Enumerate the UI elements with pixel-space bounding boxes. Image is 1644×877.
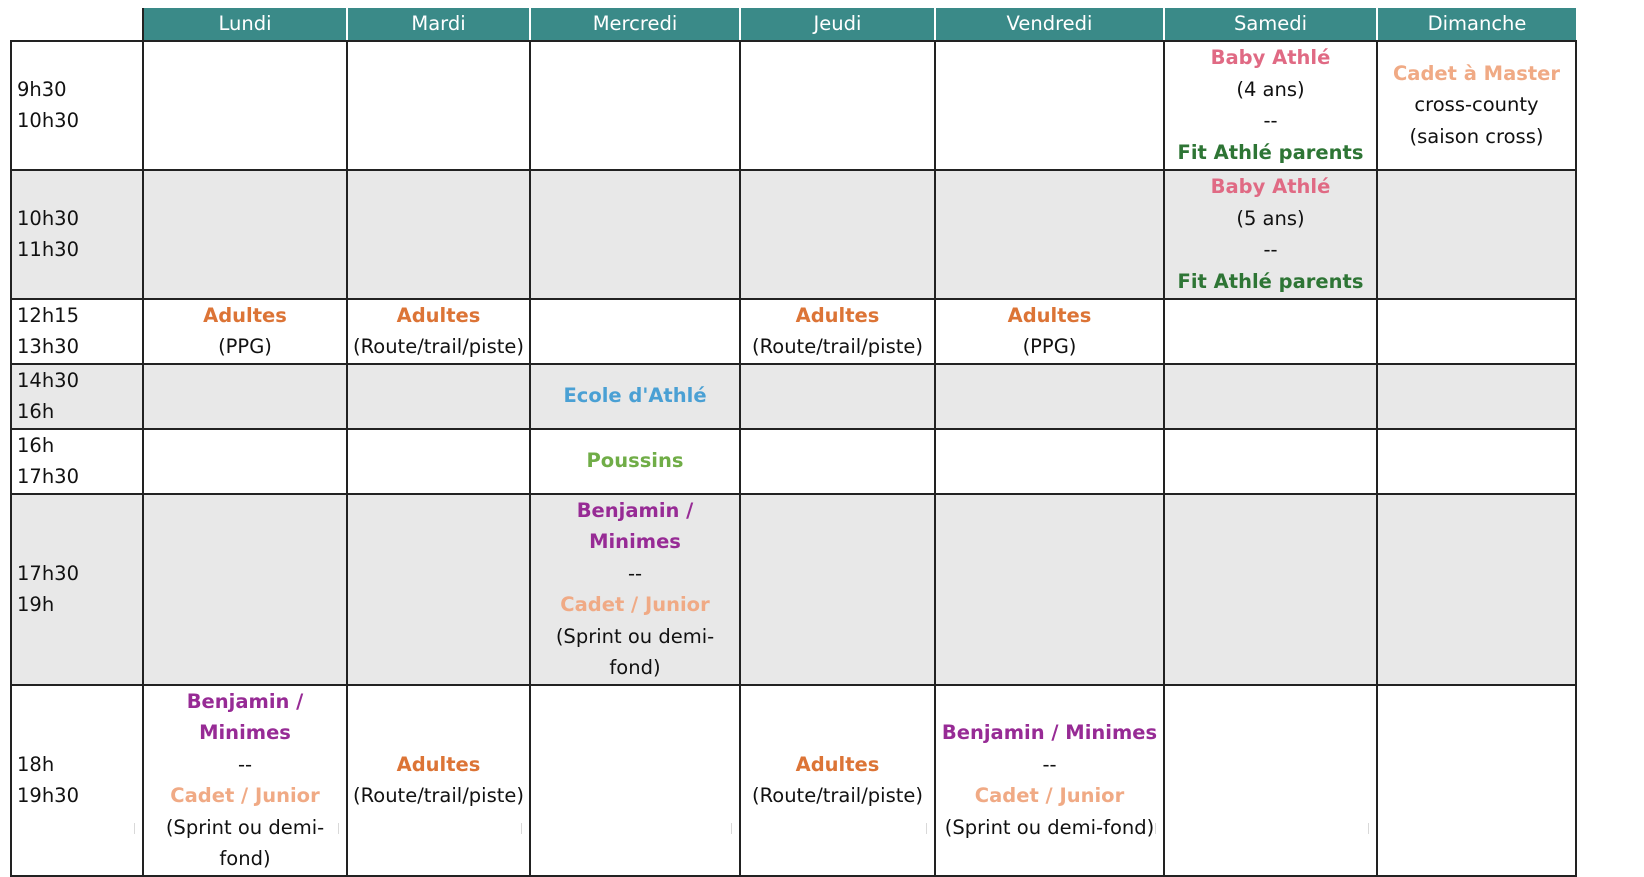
cell-mardi[interactable]	[347, 364, 530, 429]
group-name: Benjamin / Minimes	[941, 721, 1158, 744]
group-name: Cadet à Master	[1392, 61, 1561, 85]
cell-dimanche[interactable]	[1377, 494, 1576, 685]
session-detail: (Sprint ou demi-fond)	[555, 624, 715, 679]
cell-jeudi[interactable]	[740, 41, 935, 170]
group-name: Cadet / Junior	[560, 593, 710, 616]
group-name: Poussins	[586, 449, 684, 473]
cell-lundi[interactable]	[143, 299, 347, 364]
time-cell[interactable]	[11, 429, 143, 494]
day-header-vendredi[interactable]: Vendredi	[935, 8, 1164, 41]
session-detail: (Route/trail/piste)	[352, 335, 524, 358]
time-cell[interactable]	[11, 364, 143, 429]
start-time: 16h	[17, 433, 55, 457]
session-detail: (Sprint ou demi-fond)	[944, 815, 1155, 839]
cell-vendredi[interactable]	[935, 685, 1164, 876]
grid-line	[521, 823, 522, 834]
cell-mercredi[interactable]	[530, 41, 740, 170]
start-time: 17h30	[17, 561, 79, 585]
session-detail: (Sprint ou demi-fond)	[165, 815, 325, 870]
cell-mardi[interactable]	[347, 494, 530, 685]
cell-jeudi[interactable]	[740, 494, 935, 685]
session-detail: --	[1042, 752, 1057, 776]
session-detail: (PPG)	[1022, 335, 1077, 358]
session-detail: (Route/trail/piste)	[751, 335, 923, 358]
time-slot-row	[11, 299, 1576, 364]
cell-dimanche[interactable]	[1377, 685, 1576, 876]
cell-mercredi[interactable]	[530, 494, 740, 685]
time-slot-row	[11, 429, 1576, 494]
cell-samedi[interactable]	[1164, 494, 1377, 685]
group-name: Fit Athlé parents	[1177, 269, 1364, 293]
day-header-samedi[interactable]: Samedi	[1164, 8, 1377, 41]
cell-mardi[interactable]	[347, 685, 530, 876]
cell-dimanche[interactable]	[1377, 364, 1576, 429]
day-header-dimanche[interactable]: Dimanche	[1377, 8, 1576, 41]
session-detail: (PPG)	[218, 335, 272, 358]
end-time: 11h30	[17, 238, 79, 261]
cell-dimanche[interactable]	[1377, 170, 1576, 299]
cell-vendredi[interactable]	[935, 364, 1164, 429]
group-name: Adultes	[203, 303, 287, 327]
group-name: Fit Athlé parents	[1177, 140, 1364, 164]
group-name: Adultes	[795, 752, 880, 776]
session-detail: cross-county	[1414, 93, 1539, 117]
time-cell[interactable]	[11, 41, 143, 170]
grid-line	[1368, 823, 1369, 834]
cell-samedi[interactable]	[1164, 170, 1377, 299]
end-time: 19h	[17, 593, 55, 616]
time-cell[interactable]	[11, 299, 143, 364]
cell-lundi[interactable]	[143, 429, 347, 494]
corner-cell[interactable]	[11, 8, 143, 41]
time-slot-row	[11, 41, 1576, 170]
group-name: Ecole d'Athlé	[563, 384, 707, 408]
time-cell[interactable]	[11, 170, 143, 299]
group-name: Baby Athlé	[1210, 175, 1331, 198]
cell-vendredi[interactable]	[935, 299, 1164, 364]
time-cell[interactable]	[11, 685, 143, 876]
grid-line	[731, 823, 732, 834]
group-name: Adultes	[1007, 303, 1092, 327]
grid-line	[134, 823, 135, 834]
group-name: Benjamin / Minimes	[186, 689, 304, 744]
cell-samedi[interactable]	[1164, 429, 1377, 494]
day-header-mercredi[interactable]: Mercredi	[530, 8, 740, 41]
cell-jeudi[interactable]	[740, 299, 935, 364]
cell-mercredi[interactable]	[530, 170, 740, 299]
cell-jeudi[interactable]	[740, 364, 935, 429]
session-detail: --	[1263, 238, 1278, 261]
group-name: Adultes	[396, 752, 481, 776]
time-cell[interactable]	[11, 494, 143, 685]
cell-jeudi[interactable]	[740, 170, 935, 299]
cell-samedi[interactable]	[1164, 299, 1377, 364]
end-time: 16h	[17, 400, 55, 423]
weekly-schedule-table	[10, 8, 1577, 877]
cell-mercredi[interactable]	[530, 299, 740, 364]
session-detail: (4 ans)	[1236, 77, 1305, 101]
cell-dimanche[interactable]	[1377, 299, 1576, 364]
cell-lundi[interactable]	[143, 494, 347, 685]
start-time: 18h	[17, 752, 55, 776]
empty-grid-rows	[0, 823, 1644, 834]
group-name: Adultes	[795, 303, 880, 327]
end-time: 19h30	[17, 784, 79, 807]
grid-line	[338, 823, 339, 834]
cell-samedi[interactable]	[1164, 364, 1377, 429]
session-detail: (Route/trail/piste)	[352, 784, 524, 807]
session-detail: (5 ans)	[1236, 206, 1305, 230]
time-slot-row	[11, 685, 1576, 876]
cell-jeudi[interactable]	[740, 685, 935, 876]
start-time: 14h30	[17, 368, 79, 392]
cell-vendredi[interactable]	[935, 494, 1164, 685]
day-header-lundi[interactable]: Lundi	[143, 8, 347, 41]
grid-line	[926, 823, 927, 834]
cell-dimanche[interactable]	[1377, 429, 1576, 494]
cell-lundi[interactable]	[143, 685, 347, 876]
time-slot-row	[11, 170, 1576, 299]
group-name: Benjamin / Minimes	[576, 498, 694, 553]
start-time: 9h30	[17, 77, 67, 101]
session-detail: --	[627, 561, 643, 585]
cell-vendredi[interactable]	[935, 41, 1164, 170]
cell-mardi[interactable]	[347, 299, 530, 364]
end-time: 17h30	[17, 465, 79, 488]
session-detail: (saison cross)	[1409, 124, 1544, 148]
cell-mardi[interactable]	[347, 429, 530, 494]
cell-jeudi[interactable]	[740, 429, 935, 494]
group-name: Baby Athlé	[1210, 46, 1331, 69]
cell-mercredi[interactable]	[530, 364, 740, 429]
cell-samedi[interactable]	[1164, 41, 1377, 170]
cell-samedi[interactable]	[1164, 685, 1377, 876]
day-header-mardi[interactable]: Mardi	[347, 8, 530, 41]
start-time: 12h15	[17, 303, 79, 327]
cell-mardi[interactable]	[347, 170, 530, 299]
cell-lundi[interactable]	[143, 41, 347, 170]
cell-lundi[interactable]	[143, 170, 347, 299]
cell-lundi[interactable]	[143, 364, 347, 429]
session-detail: --	[237, 752, 253, 776]
day-header-jeudi[interactable]: Jeudi	[740, 8, 935, 41]
day-header-row	[11, 8, 1576, 41]
cell-mercredi[interactable]	[530, 429, 740, 494]
cell-mercredi[interactable]	[530, 685, 740, 876]
start-time: 10h30	[17, 206, 79, 230]
grid-line	[1155, 823, 1156, 834]
cell-vendredi[interactable]	[935, 429, 1164, 494]
group-name: Cadet / Junior	[170, 784, 320, 807]
end-time: 13h30	[17, 335, 79, 358]
session-detail: (Route/trail/piste)	[751, 784, 923, 807]
cell-vendredi[interactable]	[935, 170, 1164, 299]
end-time: 10h30	[17, 109, 79, 132]
cell-dimanche[interactable]	[1377, 41, 1576, 170]
time-slot-row	[11, 364, 1576, 429]
group-name: Cadet / Junior	[974, 784, 1125, 807]
cell-mardi[interactable]	[347, 41, 530, 170]
group-name: Adultes	[396, 303, 481, 327]
session-detail: --	[1263, 109, 1278, 132]
time-slot-row	[11, 494, 1576, 685]
